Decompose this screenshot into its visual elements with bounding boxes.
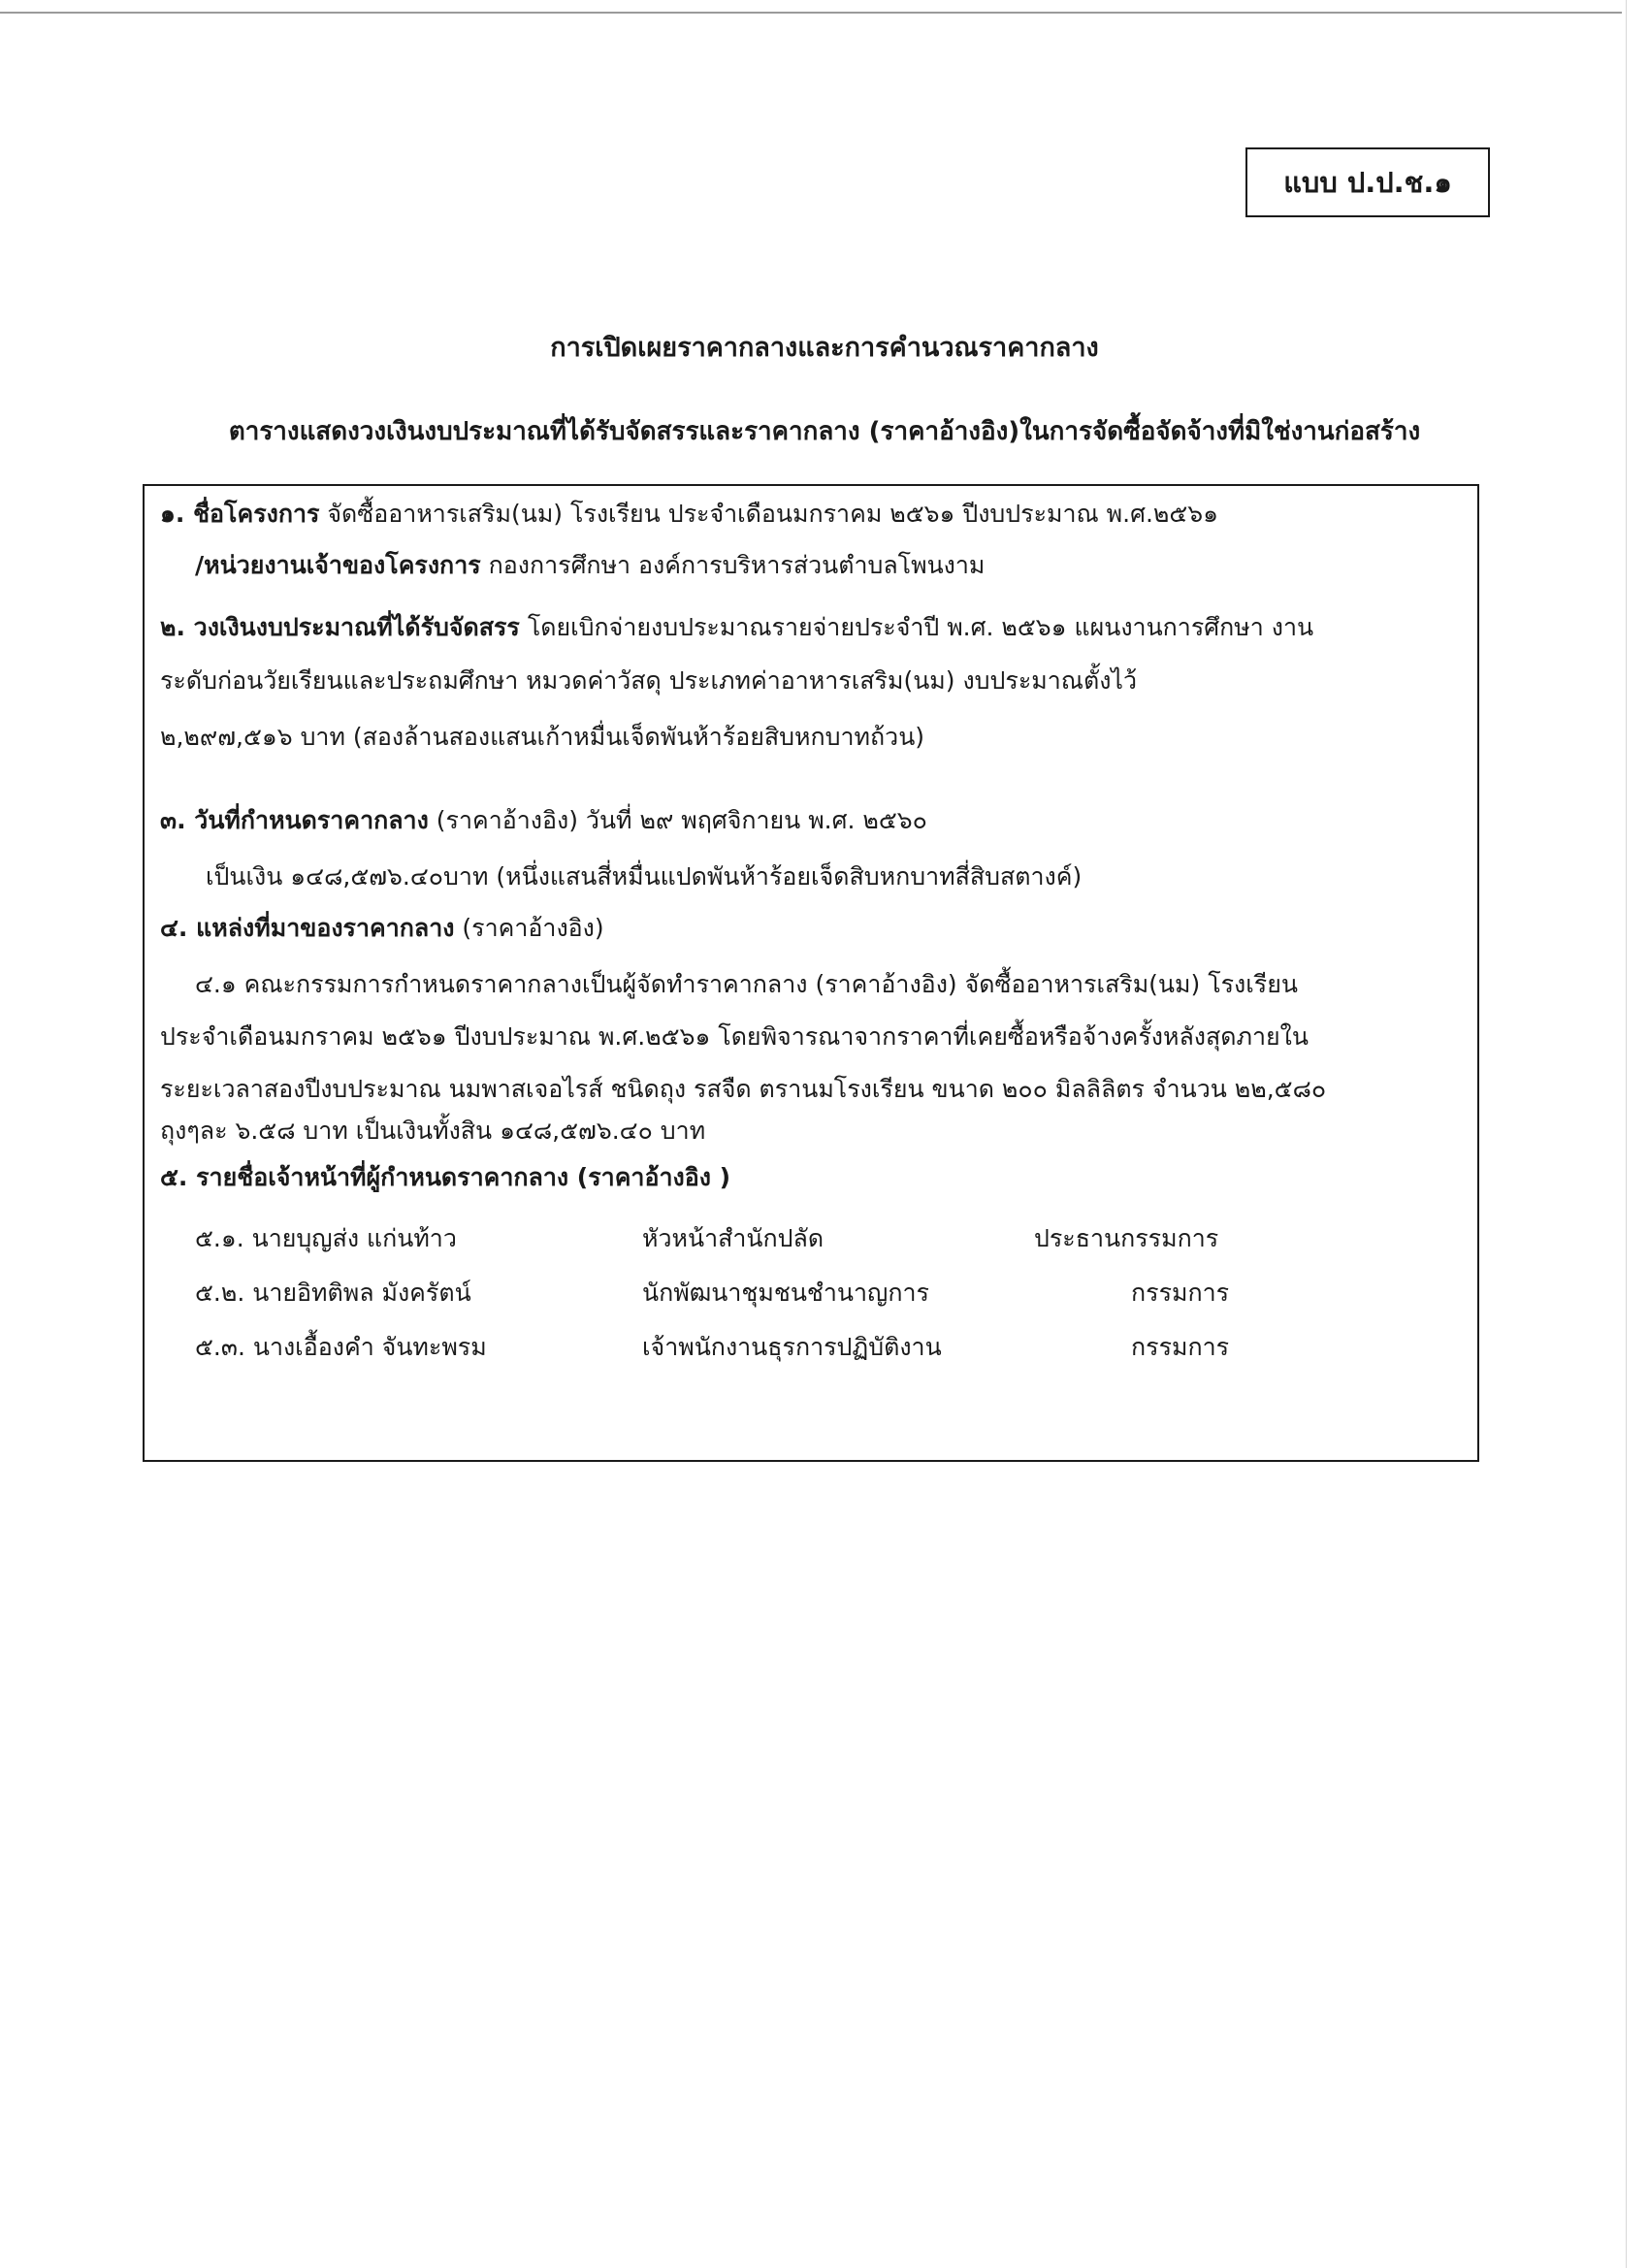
member-role: กรรมการ bbox=[1131, 1279, 1230, 1307]
document-subtitle: ตารางแสดงวงเงินงบประมาณที่ได้รับจัดสรรและราคากลาง (ราคาอ้างอิง)ในการจัดซื้อจัดจ้างที่มิใช่งานก่อสร้าง bbox=[228, 417, 1421, 446]
section-1-line-2 bbox=[195, 553, 985, 577]
member-name: ๕.๓. นางเอื้องคำ จันทะพรม bbox=[195, 1333, 487, 1361]
section-4-label: ๔. แหล่งที่มาของราคากลาง bbox=[160, 914, 455, 942]
section-1-line-1 bbox=[160, 502, 1218, 526]
section-4-text-4: ถุงๆละ ๖.๕๘ บาท เป็นเงินทั้งสิน ๑๔๘,๕๗๖.๔๐ บาท bbox=[160, 1117, 706, 1145]
section-1-owner-text: กองการศึกษา องค์การบริหารส่วนตำบลโพนงาม bbox=[480, 551, 986, 579]
section-2-line-2: ระดับก่อนวัยเรียนและประถมศึกษา หมวดค่าวัสดุ ประเภทค่าอาหารเสริม(นม) งบประมาณตั้งไว้ bbox=[160, 666, 1138, 695]
section-2-line-1 bbox=[160, 615, 1313, 639]
member-position: นักพัฒนาชุมชนชำนาญการ bbox=[642, 1279, 929, 1307]
top-rule bbox=[0, 12, 1622, 14]
section-3-line-1 bbox=[160, 808, 927, 832]
section-2-line-3: ๒,๒๙๗,๕๑๖ บาท (สองล้านสองแสนเก้าหมื่นเจ็ดพันห้าร้อยสิบหกบาทถ้วน) bbox=[160, 723, 925, 751]
form-code-box bbox=[1245, 147, 1490, 217]
section-3-line-2: เป็นเงิน ๑๔๘,๕๗๖.๔๐บาท (หนึ่งแสนสี่หมื่นแปดพันห้าร้อยเจ็ดสิบหกบาทสี่สิบสตางค์) bbox=[206, 862, 1083, 891]
section-4-text-1: ๔.๑ คณะกรรมการกำหนดราคากลางเป็นผู้จัดทำราคากลาง (ราคาอ้างอิง) จัดซื้ออาหารเสริม(นม) โรงเรียน bbox=[195, 970, 1298, 998]
document-title: การเปิดเผยราคากลางและการคำนวณราคากลาง bbox=[550, 333, 1099, 363]
section-3-label: ๓. วันที่กำหนดราคากลาง bbox=[160, 806, 429, 834]
section-4-label-suffix: (ราคาอ้างอิง) bbox=[454, 914, 604, 942]
section-5-label: ๕. รายชื่อเจ้าหน้าที่ผู้กำหนดราคากลาง (ราคาอ้างอิง ) bbox=[160, 1163, 731, 1191]
section-1-owner-label: /หน่วยงานเจ้าของโครงการ bbox=[195, 551, 481, 579]
member-name: ๕.๑. นายบุญส่ง แก่นท้าว bbox=[195, 1224, 457, 1252]
member-position: หัวหน้าสำนักปลัด bbox=[642, 1224, 824, 1252]
member-role: ประธานกรรมการ bbox=[1034, 1224, 1219, 1252]
section-5-heading bbox=[160, 1165, 730, 1189]
section-4-line-1 bbox=[160, 916, 604, 940]
member-name: ๕.๒. นายอิทติพล มังครัตน์ bbox=[195, 1279, 471, 1307]
section-2-text-1: โดยเบิกจ่ายงบประมาณรายจ่ายประจำปี พ.ศ. ๒๕๖๑ แผนงานการศึกษา งาน bbox=[519, 613, 1314, 641]
section-4-text-2: ประจำเดือนมกราคม ๒๕๖๑ ปีงบประมาณ พ.ศ.๒๕๖๑ โดยพิจารณาจากราคาที่เคยซื้อหรือจ้างครั้งหลังสุดภายใน bbox=[160, 1022, 1309, 1051]
form-code: แบบ ป.ป.ช.๑ bbox=[1283, 166, 1452, 199]
member-role: กรรมการ bbox=[1131, 1333, 1230, 1361]
section-1-text: จัดซื้ออาหารเสริม(นม) โรงเรียน ประจำเดือนมกราคม ๒๕๖๑ ปีงบประมาณ พ.ศ.๒๕๖๑ bbox=[319, 500, 1219, 528]
section-1-label: ๑. ชื่อโครงการ bbox=[160, 500, 320, 528]
section-2-label: ๒. วงเงินงบประมาณที่ได้รับจัดสรร bbox=[160, 613, 520, 641]
section-4-text-3: ระยะเวลาสองปีงบประมาณ นมพาสเจอไรส์ ชนิดถุง รสจืด ตรานมโรงเรียน ขนาด ๒๐๐ มิลลิลิตร จำนวน ๒๒,๕๘๐ bbox=[160, 1075, 1327, 1103]
section-3-text-1: (ราคาอ้างอิง) วันที่ ๒๙ พฤศจิกายน พ.ศ. ๒๕๖๐ bbox=[428, 806, 927, 834]
member-position: เจ้าพนักงานธุรการปฏิบัติงาน bbox=[642, 1333, 942, 1361]
